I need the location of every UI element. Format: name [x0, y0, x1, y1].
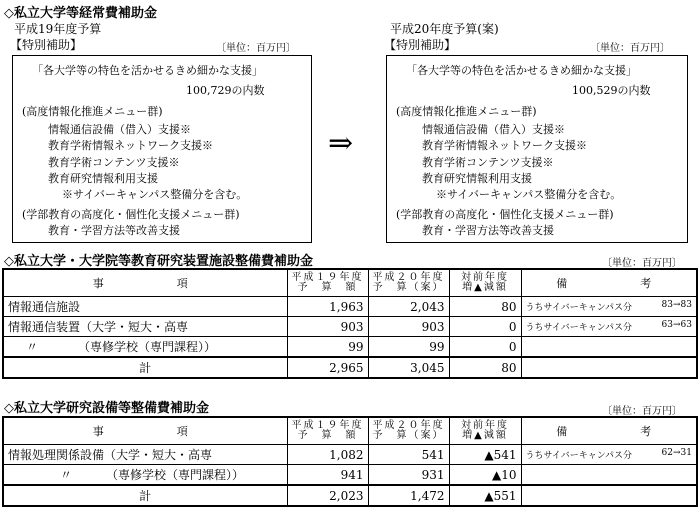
- table-header-row: [3, 417, 697, 445]
- right-item5: 教育・学習方法等改善支援: [422, 224, 554, 237]
- right-group1: (高度情報化推進メニュー群): [396, 105, 537, 118]
- section3-table: [2, 416, 698, 507]
- left-item4: 教育研究情報利用支援: [48, 172, 158, 185]
- header-diff: 対前年度 増▲減額: [449, 269, 521, 297]
- table-total-row: 計 2,023 1,472 ▲551: [3, 485, 697, 506]
- left-note: ※サイバーキャンパス整備分を含む。: [62, 188, 248, 201]
- right-amount: 100,529の内数: [572, 84, 651, 97]
- section2-unit: 〔単位：百万円〕: [602, 258, 682, 269]
- left-quote: 「各大学等の特色を活かせるきめ細かな支援」: [32, 64, 263, 77]
- section3-title: ◇私立大学研究設備等整備費補助金: [4, 401, 209, 416]
- table-row: 情報通信装置（大学・短大・高専 903 903 0 うちサイバーキャンパス分 63→63: [3, 317, 697, 337]
- left-item1: 情報通信設備（借入）支援※: [48, 123, 191, 136]
- left-item2: 教育学術情報ネットワーク支援※: [48, 139, 213, 152]
- table-row: 〃 （専修学校（専門課程）） 941 931 ▲10: [3, 465, 697, 486]
- section3-unit: 〔単位：百万円〕: [602, 406, 682, 417]
- left-unit: 〔単位：百万円〕: [216, 43, 296, 54]
- table-total-row: 計 2,965 3,045 80: [3, 357, 697, 378]
- left-amount: 100,729の内数: [186, 84, 265, 97]
- right-year: 平成20年度予算(案): [390, 22, 499, 36]
- header-diff: 対前年度 増▲減額: [449, 417, 521, 445]
- right-quote: 「各大学等の特色を活かせるきめ細かな支援」: [406, 64, 637, 77]
- right-item4: 教育研究情報利用支援: [422, 172, 532, 185]
- left-group2: (学部教育の高度化・個性化支援メニュー群): [22, 208, 240, 221]
- ditto-mark: 〃: [60, 468, 73, 482]
- left-item5: 教育・学習方法等改善支援: [48, 224, 180, 237]
- right-arrow-icon: ⇒: [328, 126, 354, 161]
- left-year: 平成19年度予算: [14, 22, 102, 36]
- section1-title: ◇私立大学等経常費補助金: [4, 6, 157, 21]
- left-item3: 教育学術コンテンツ支援※: [48, 156, 180, 169]
- ditto-mark: 〃: [26, 340, 39, 354]
- table-row: 情報処理関係設備（大学・短大・高専 1,082 541 ▲541 うちサイバーキャンパス分 62→31: [3, 445, 697, 465]
- right-item2: 教育学術情報ネットワーク支援※: [422, 139, 587, 152]
- header-y20: 平成２０年度 予 算（案）: [368, 417, 449, 445]
- table-row: 情報通信施設 1,963 2,043 80 うちサイバーキャンパス分 83→83: [3, 297, 697, 317]
- left-group1: (高度情報化推進メニュー群): [22, 105, 163, 118]
- right-unit: 〔単位：百万円〕: [590, 43, 670, 54]
- header-y19: 平成１９年度 予 算 額: [287, 417, 368, 445]
- right-group2: (学部教育の高度化・個性化支援メニュー群): [396, 208, 614, 221]
- section2-title: ◇私立大学・大学院等教育研究装置施設整備費補助金: [4, 254, 313, 269]
- header-notes: 備 考: [521, 269, 697, 297]
- header-item: 事 項: [3, 417, 287, 445]
- section2-table: [2, 268, 698, 379]
- table-header-row: [3, 269, 697, 297]
- left-label: 【特別補助】: [10, 38, 83, 52]
- header-y20: 平成２０年度 予 算（案）: [368, 269, 449, 297]
- right-item1: 情報通信設備（借入）支援※: [422, 123, 565, 136]
- table-row: 〃 （専修学校（専門課程）） 99 99 0: [3, 337, 697, 358]
- header-y19: 平成１９年度 予 算 額: [287, 269, 368, 297]
- header-item: 事 項: [3, 269, 287, 297]
- right-note: ※サイバーキャンパス整備分を含む。: [436, 188, 622, 201]
- header-notes: 備 考: [521, 417, 697, 445]
- right-item3: 教育学術コンテンツ支援※: [422, 156, 554, 169]
- right-label: 【特別補助】: [384, 38, 457, 52]
